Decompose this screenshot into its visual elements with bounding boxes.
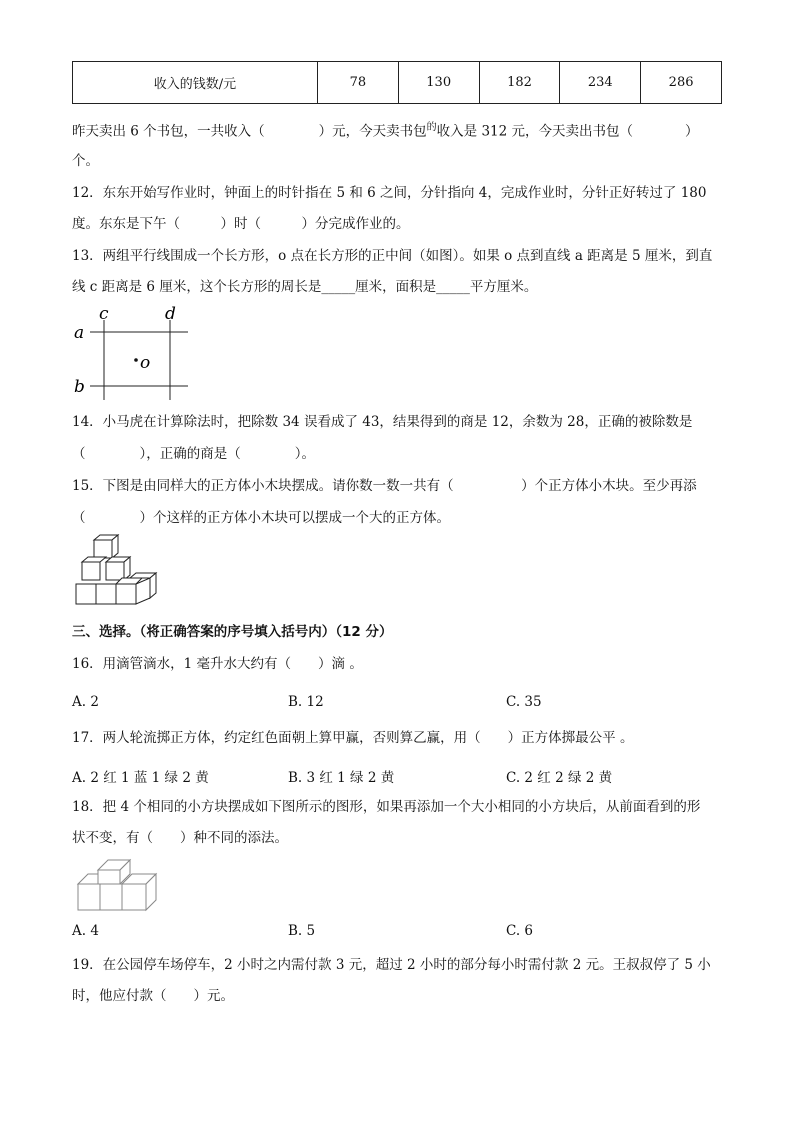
q19-line2: 时，他应付款（ ）元。 <box>72 988 234 1004</box>
label-d: d <box>165 304 176 324</box>
q17-option-a: A. 2 红 1 蓝 1 绿 2 黄 <box>72 770 209 786</box>
q16-option-a: A. 2 <box>72 694 99 710</box>
q19-line1: 19．在公园停车场停车，2 小时之内需付款 3 元，超过 2 小时的部分每小时需付款 2 元。王叔叔停了 5 小 <box>72 957 711 973</box>
q13-line2: 线 c 距离是 6 厘米，这个长方形的周长是_____厘米，面积是_____平方厘米。 <box>72 279 538 295</box>
q16-option-b: B. 12 <box>288 694 324 710</box>
q12-line2: 度。东东是下午（ ）时（ ）分完成作业的。 <box>72 216 410 232</box>
table-cell: 286 <box>641 62 722 104</box>
q12-line1: 12．东东开始写作业时，钟面上的时针指在 5 和 6 之间，分针指向 4，完成作业时，分针正好转过了 180 <box>72 185 707 201</box>
q16-option-c: C. 35 <box>506 694 542 710</box>
q18-line2: 状不变，有（ ）种不同的添法。 <box>72 830 288 846</box>
q18-line1: 18．把 4 个相同的小方块摆成如下图所示的图形，如果再添加一个大小相同的小方块后，从前面看到的形 <box>72 799 701 815</box>
table-header-cell: 收入的钱数/元 <box>73 62 318 104</box>
q17-option-b: B. 3 红 1 绿 2 黄 <box>288 770 395 786</box>
point-o <box>134 358 138 362</box>
table-cell: 78 <box>318 62 399 104</box>
q11-line2: 个。 <box>72 153 99 169</box>
q18-option-a: A. 4 <box>72 923 99 939</box>
parallel-lines-figure <box>70 302 200 402</box>
q14-line2: （ ），正确的商是（ ）。 <box>72 446 315 462</box>
income-table <box>72 61 722 104</box>
q17-option-c: C. 2 红 2 绿 2 黄 <box>506 770 613 786</box>
label-o: o <box>140 353 151 373</box>
label-a: a <box>74 323 85 343</box>
cube-stack-figure <box>72 534 162 610</box>
q11-line1: 昨天卖出 6 个书包，一共收入（ ）元，今天卖书包$^的$收入是 312 元，今天卖出书包（ ） <box>72 122 699 140</box>
label-b: b <box>74 377 85 397</box>
q15-line2: （ ）个这样的正方体小木块可以摆成一个大的正方体。 <box>72 510 450 526</box>
table-cell: 234 <box>560 62 641 104</box>
q17-stem: 17．两人轮流掷正方体，约定红色面朝上算甲赢，否则算乙赢，用（ ）正方体掷最公平 。 <box>72 730 634 746</box>
q13-line1: 13．两组平行线围成一个长方形，o 点在长方形的正中间（如图）。如果 o 点到直线 a 距离是 5 厘米，到直 <box>72 248 713 264</box>
label-c: c <box>99 304 109 324</box>
q14-line1: 14．小马虎在计算除法时，把除数 34 误看成了 43，结果得到的商是 12，余数为 28，正确的被除数是 <box>72 414 693 430</box>
q18-option-c: C. 6 <box>506 923 534 939</box>
table-cell: 130 <box>398 62 479 104</box>
q16-stem: 16．用滴管滴水，1 毫升水大约有（ ）滴 。 <box>72 656 363 672</box>
table-row <box>73 62 722 104</box>
q15-line1: 15．下图是由同样大的正方体小木块摆成。请你数一数一共有（ ）个正方体小木块。至少再添 <box>72 478 697 494</box>
table-cell: 182 <box>479 62 560 104</box>
block-arrangement-figure <box>76 856 162 912</box>
section-3-title: 三、选择。（将正确答案的序号填入括号内）（12 分） <box>72 624 393 640</box>
q18-option-b: B. 5 <box>288 923 316 939</box>
